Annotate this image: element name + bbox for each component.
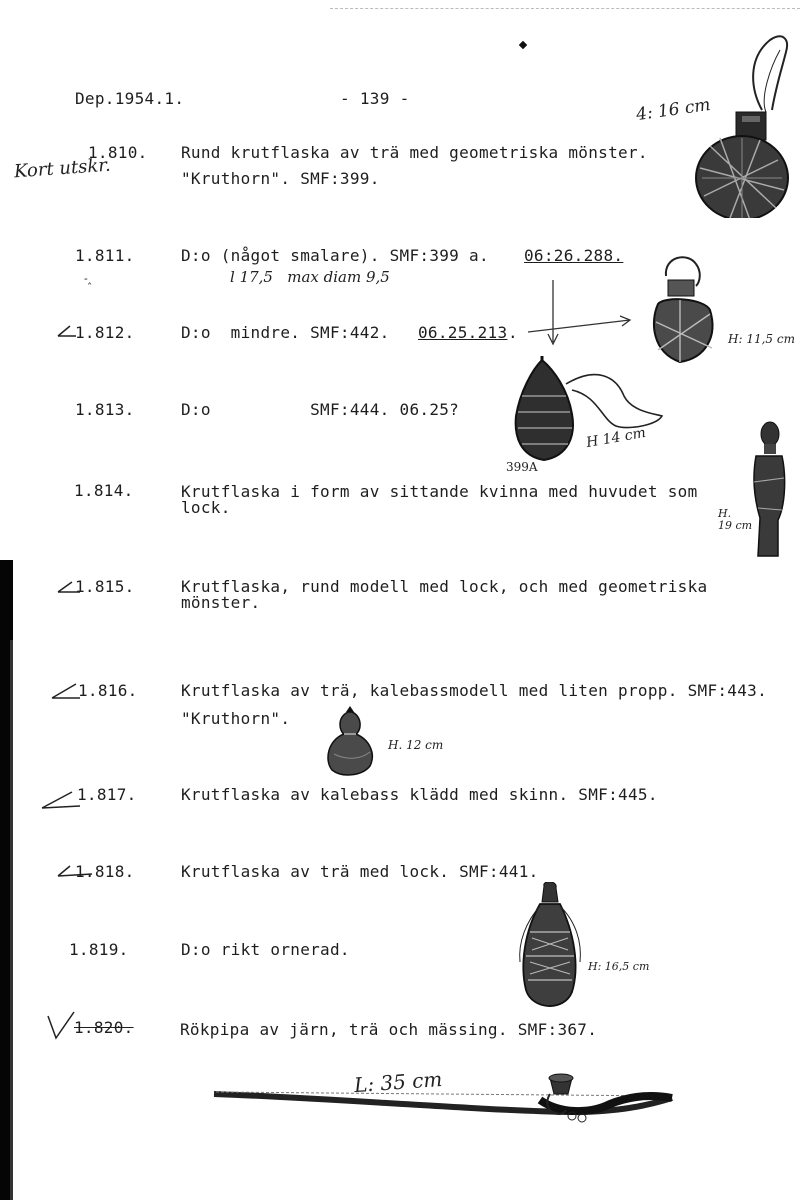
- entry-number: 1.813.: [75, 400, 135, 419]
- height-note: H: 11,5 cm: [728, 332, 795, 346]
- entry-number: 1.810.: [88, 143, 148, 162]
- document-reference: Dep.1954.1.: [75, 89, 185, 108]
- entry-number: 1.817.: [77, 785, 137, 804]
- page-number: - 139 -: [340, 89, 410, 108]
- gourd-flask-sketch: [322, 704, 378, 778]
- catalog-label: 399A: [506, 460, 538, 474]
- entry-punctuation: .: [508, 323, 518, 342]
- entry-number: 1.815.: [75, 577, 135, 596]
- ink-dot: [519, 41, 527, 49]
- round-flask-sketch: [690, 28, 802, 218]
- seated-woman-figure-sketch: [744, 418, 792, 564]
- margin-checkmark: [44, 1010, 78, 1042]
- entry-description-cont: "Kruthorn".: [181, 709, 291, 728]
- entry-description: Krutflaska av kalebass klädd med skinn. SMF:445.: [181, 785, 658, 804]
- margin-note: Kort utskr.: [13, 154, 112, 183]
- pipe-sketch: [210, 1070, 680, 1130]
- inventory-reference: 06:26.288.: [524, 246, 624, 265]
- entry-description: D:o rikt ornerad.: [181, 940, 350, 959]
- margin-checkmark: [56, 578, 82, 596]
- entry-number: 1.820.: [74, 1018, 134, 1037]
- entry-number: 1.811.: [75, 246, 135, 265]
- height-note: H. 12 cm: [388, 738, 444, 752]
- strap-flask-sketch: [644, 252, 724, 368]
- entry-description: D:o mindre. SMF:442.: [181, 323, 400, 342]
- entry-description: D:o (något smalare). SMF:399 a.: [181, 246, 499, 265]
- entry-description-cont: lock.: [181, 498, 231, 517]
- length-note: L: 35 cm: [353, 1066, 444, 1098]
- entry-description: Krutflaska av trä med lock. SMF:441.: [181, 862, 539, 881]
- entry-description: D:o SMF:444. 06.25?: [181, 400, 460, 419]
- height-note: 4: 16 cm: [634, 94, 712, 126]
- entry-description-cont: mönster.: [181, 593, 261, 612]
- entry-number: 1.819.: [69, 940, 129, 959]
- scan-edge-shadow-inner: [10, 640, 13, 1200]
- margin-checkmark: [56, 862, 96, 880]
- inventory-reference: 06.25.213: [418, 323, 508, 342]
- margin-checkmark: [50, 680, 82, 702]
- entry-number: 1.812.: [75, 323, 135, 342]
- dimensions-note: l 17,5 max diam 9,5: [230, 268, 390, 286]
- height-note: H 14 cm: [585, 424, 647, 452]
- entry-description: Rund krutflaska av trä med geometriska mönster.: [181, 143, 648, 162]
- entry-description: Krutflaska av trä, kalebassmodell med liten propp. SMF:443.: [181, 681, 768, 700]
- entry-number: 1.816.: [78, 681, 138, 700]
- entry-number: 1.818.: [75, 862, 135, 881]
- height-note: H. 19 cm: [718, 507, 753, 532]
- entry-description-cont: "Kruthorn". SMF:399.: [181, 169, 380, 188]
- margin-checkmark: [40, 786, 84, 812]
- reference-arrows: [520, 280, 640, 360]
- entry-description: Krutflaska i form av sittande kvinna med huvudet som: [181, 482, 698, 501]
- tick-mark: -‸: [84, 272, 92, 285]
- scan-top-line: [330, 8, 800, 9]
- height-note: H: 16,5 cm: [588, 960, 650, 973]
- entry-description: Rökpipa av järn, trä och mässing. SMF:367.: [180, 1020, 598, 1039]
- margin-checkmark: [56, 322, 78, 340]
- entry-description: Krutflaska, rund modell med lock, och med geometriska: [181, 577, 708, 596]
- ornate-flask-sketch: [514, 882, 586, 1018]
- entry-number: 1.814.: [74, 481, 134, 500]
